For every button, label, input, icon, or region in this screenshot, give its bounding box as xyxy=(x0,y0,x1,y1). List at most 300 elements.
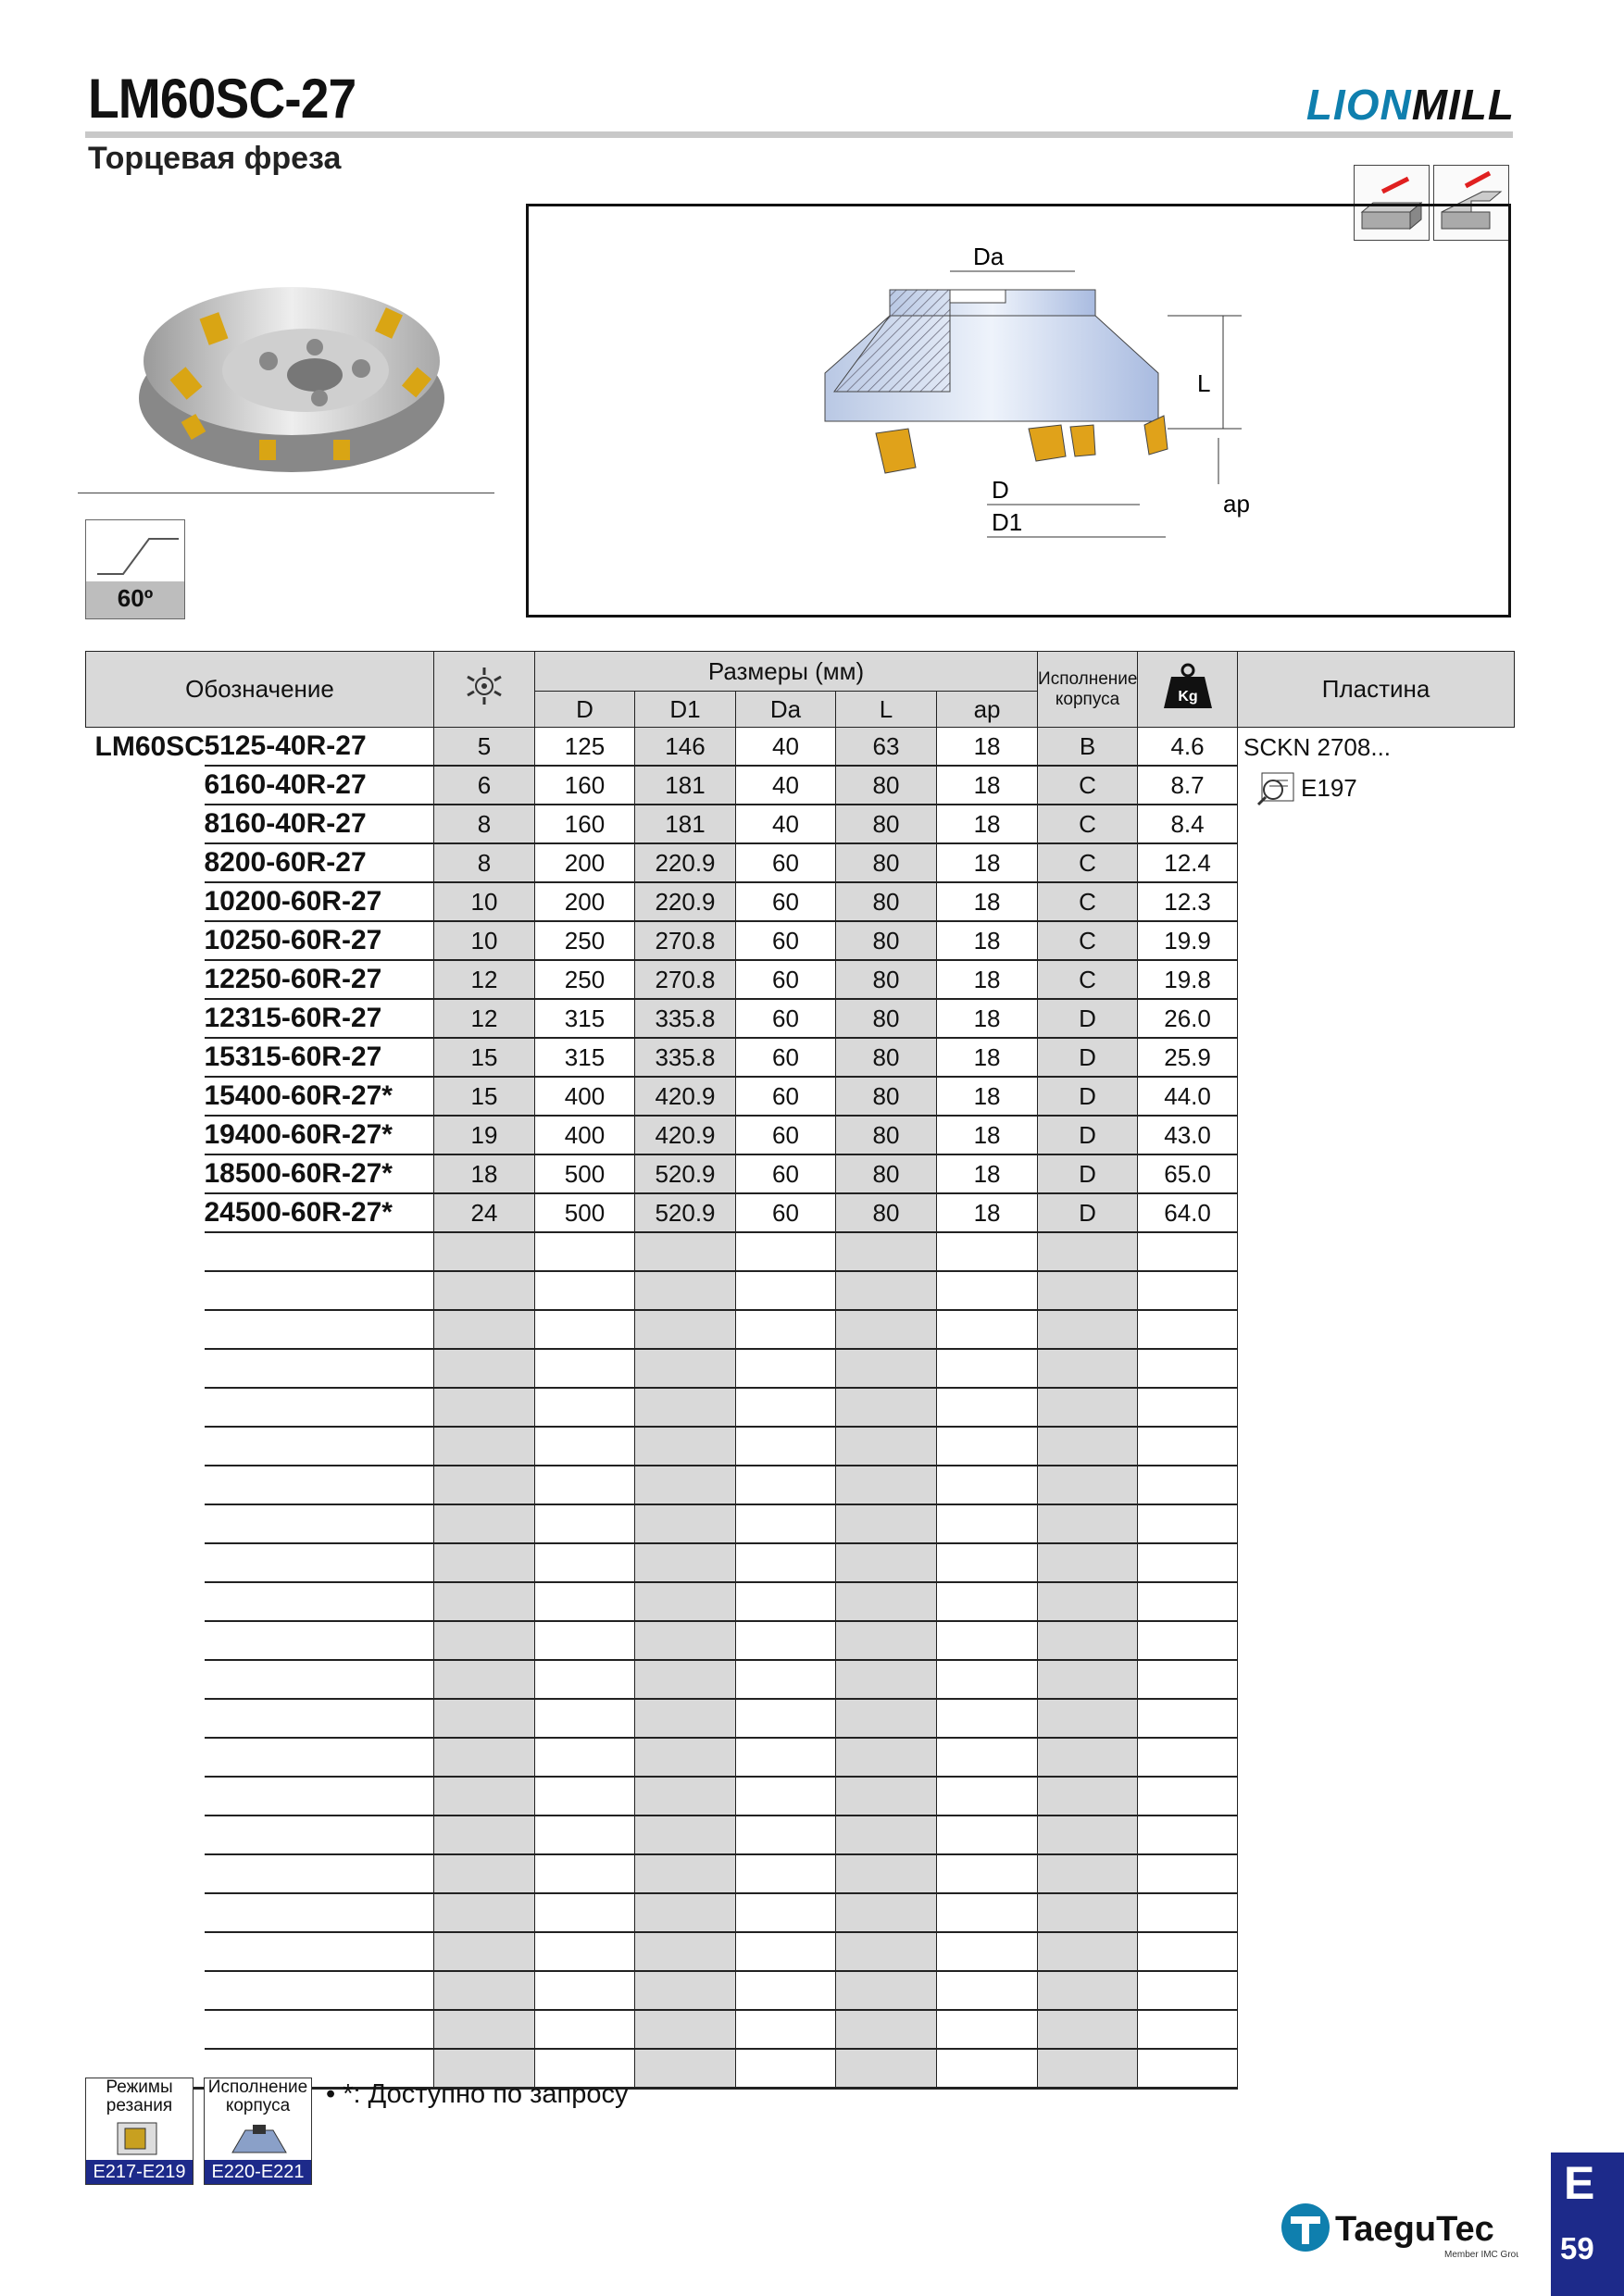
cell-d1: 270.8 xyxy=(635,960,736,999)
designation-cell xyxy=(205,1466,434,1504)
cell-l xyxy=(836,1232,937,1271)
cell-z xyxy=(434,1816,535,1854)
cell-kg xyxy=(1138,1582,1238,1621)
cell-da xyxy=(736,1893,836,1932)
cell-d1 xyxy=(635,1349,736,1388)
cell-da xyxy=(736,1738,836,1777)
cell-l xyxy=(836,1777,937,1816)
cell-kg: 19.8 xyxy=(1138,960,1238,999)
cell-l: 80 xyxy=(836,1038,937,1077)
designation-cell xyxy=(205,2010,434,2049)
designation-cell xyxy=(205,1699,434,1738)
cell-z xyxy=(434,1621,535,1660)
series-prefix xyxy=(86,1504,205,1543)
cell-d xyxy=(535,1932,635,1971)
designation-cell: 8200-60R-27 xyxy=(205,843,434,882)
insert-ref-link[interactable] xyxy=(1238,762,1515,806)
cell-ap xyxy=(937,1349,1038,1388)
product-photo xyxy=(130,259,454,491)
cell-ap xyxy=(937,1893,1038,1932)
designation-cell xyxy=(205,1816,434,1854)
designation-cell xyxy=(205,1893,434,1932)
cell-d: 250 xyxy=(535,960,635,999)
cell-body: D xyxy=(1038,1116,1138,1154)
cell-ap xyxy=(937,1582,1038,1621)
cell-body xyxy=(1038,1427,1138,1466)
cell-da xyxy=(736,1816,836,1854)
series-prefix xyxy=(86,1893,205,1932)
cell-kg xyxy=(1138,1777,1238,1816)
designation-cell xyxy=(205,1232,434,1271)
cell-l: 80 xyxy=(836,921,937,960)
designation-cell xyxy=(205,1660,434,1699)
cell-ap xyxy=(937,1699,1038,1738)
cell-d1 xyxy=(635,1466,736,1504)
cell-da: 60 xyxy=(736,843,836,882)
designation-cell: 12250-60R-27 xyxy=(205,960,434,999)
cell-ap xyxy=(937,1466,1038,1504)
section-letter: E xyxy=(1564,2157,1595,2209)
cell-l xyxy=(836,1816,937,1854)
cell-d xyxy=(535,1310,635,1349)
cell-l xyxy=(836,1660,937,1699)
insert-ref-code: E197 xyxy=(1301,773,1357,802)
cell-da xyxy=(736,1699,836,1738)
series-prefix xyxy=(86,1077,205,1116)
body-version-ref[interactable] xyxy=(204,2078,312,2185)
cell-da xyxy=(736,2010,836,2049)
cell-d: 250 xyxy=(535,921,635,960)
body-version-label: Исполнение корпуса xyxy=(207,2078,308,2115)
cell-da xyxy=(736,1582,836,1621)
cell-l xyxy=(836,1543,937,1582)
cell-d1 xyxy=(635,1660,736,1699)
series-prefix xyxy=(86,960,205,999)
series-prefix xyxy=(86,1660,205,1699)
cell-d xyxy=(535,1699,635,1738)
cell-z: 8 xyxy=(434,843,535,882)
cell-z: 15 xyxy=(434,1077,535,1116)
cell-l xyxy=(836,1971,937,2010)
cell-body xyxy=(1038,1932,1138,1971)
lionmill-logo xyxy=(1306,80,1515,130)
cutting-modes-icon xyxy=(114,2119,166,2158)
cell-l xyxy=(836,1349,937,1388)
cell-kg xyxy=(1138,1621,1238,1660)
cell-ap: 18 xyxy=(937,728,1038,767)
lead-angle-badge xyxy=(85,519,185,619)
cell-body: D xyxy=(1038,1038,1138,1077)
cell-d xyxy=(535,1427,635,1466)
series-prefix xyxy=(86,1232,205,1271)
cell-l: 80 xyxy=(836,1116,937,1154)
cell-d1: 181 xyxy=(635,805,736,843)
cell-da: 60 xyxy=(736,1038,836,1077)
cell-da xyxy=(736,1271,836,1310)
series-prefix xyxy=(86,1388,205,1427)
cell-d1 xyxy=(635,1582,736,1621)
cell-kg xyxy=(1138,2010,1238,2049)
cell-body xyxy=(1038,1504,1138,1543)
cell-ap xyxy=(937,2049,1038,2089)
cell-d1: 335.8 xyxy=(635,1038,736,1077)
cell-da xyxy=(736,2049,836,2089)
cell-l xyxy=(836,1621,937,1660)
series-prefix: LM60SC xyxy=(94,730,205,762)
cutting-modes-label: Режимы резания xyxy=(106,2078,173,2115)
cell-body xyxy=(1038,1854,1138,1893)
cell-z: 12 xyxy=(434,960,535,999)
cell-d1: 420.9 xyxy=(635,1077,736,1116)
technical-drawing-frame xyxy=(526,204,1511,618)
weight-kg-label: Kg xyxy=(1177,689,1198,705)
dim-d1: D1 xyxy=(992,508,1023,536)
cell-l xyxy=(836,1271,937,1310)
cell-d1 xyxy=(635,1854,736,1893)
cell-ap xyxy=(937,1271,1038,1310)
cell-ap xyxy=(937,2010,1038,2049)
company-name: TaeguTec xyxy=(1335,2210,1494,2249)
designation-cell: 15400-60R-27* xyxy=(205,1077,434,1116)
cell-z xyxy=(434,1271,535,1310)
cell-ap: 18 xyxy=(937,1038,1038,1077)
dim-d: D xyxy=(992,476,1009,504)
cutting-modes-ref[interactable] xyxy=(85,2078,194,2185)
cell-body xyxy=(1038,1388,1138,1427)
cell-da xyxy=(736,1621,836,1660)
cell-l: 80 xyxy=(836,999,937,1038)
cell-ap xyxy=(937,1310,1038,1349)
cell-z: 24 xyxy=(434,1193,535,1232)
header-col-d1: D1 xyxy=(635,692,736,728)
cell-ap xyxy=(937,1543,1038,1582)
cell-body: C xyxy=(1038,843,1138,882)
designation-cell xyxy=(205,1854,434,1893)
cell-l xyxy=(836,1699,937,1738)
cell-d xyxy=(535,1777,635,1816)
cell-body xyxy=(1038,2049,1138,2089)
cell-d xyxy=(535,1543,635,1582)
cell-kg xyxy=(1138,1932,1238,1971)
cell-d xyxy=(535,1854,635,1893)
cell-l xyxy=(836,1738,937,1777)
angle-label: 60º xyxy=(117,584,154,612)
cell-l xyxy=(836,1893,937,1932)
cell-z xyxy=(434,1427,535,1466)
cell-da xyxy=(736,1388,836,1427)
cell-kg: 12.4 xyxy=(1138,843,1238,882)
cell-body: C xyxy=(1038,882,1138,921)
cell-kg: 65.0 xyxy=(1138,1154,1238,1193)
cell-d1 xyxy=(635,1310,736,1349)
series-prefix xyxy=(86,1427,205,1466)
cell-ap: 18 xyxy=(937,805,1038,843)
cell-d1 xyxy=(635,1388,736,1427)
cell-kg: 19.9 xyxy=(1138,921,1238,960)
series-prefix xyxy=(86,1699,205,1738)
title-rule xyxy=(85,131,1513,138)
cell-kg xyxy=(1138,1854,1238,1893)
cell-ap xyxy=(937,1621,1038,1660)
designation-cell: 12315-60R-27 xyxy=(205,999,434,1038)
body-version-icon xyxy=(227,2121,292,2158)
designation-cell: 10200-60R-27 xyxy=(205,882,434,921)
cell-kg: 4.6 xyxy=(1138,728,1238,767)
series-prefix xyxy=(86,805,205,843)
cell-body xyxy=(1038,1232,1138,1271)
cell-da xyxy=(736,1466,836,1504)
cell-kg: 26.0 xyxy=(1138,999,1238,1038)
cell-l: 80 xyxy=(836,1077,937,1116)
designation-cell xyxy=(205,1349,434,1388)
cell-d: 160 xyxy=(535,766,635,805)
designation-cell: 18500-60R-27* xyxy=(205,1154,434,1193)
cell-z: 12 xyxy=(434,999,535,1038)
dim-da: Da xyxy=(973,243,1005,270)
cell-da xyxy=(736,1232,836,1271)
designation-cell: 24500-60R-27* xyxy=(205,1193,434,1232)
designation-cell xyxy=(205,1271,434,1310)
cell-da: 60 xyxy=(736,999,836,1038)
header-body-version: Исполнение корпуса xyxy=(1038,652,1138,728)
cell-d: 315 xyxy=(535,1038,635,1077)
cell-da xyxy=(736,1504,836,1543)
cell-z xyxy=(434,1971,535,2010)
cell-body: C xyxy=(1038,960,1138,999)
header-col-d: D xyxy=(535,692,635,728)
series-prefix xyxy=(86,1777,205,1816)
cell-da xyxy=(736,1854,836,1893)
page-subtitle: Торцевая фреза xyxy=(88,141,342,176)
series-prefix xyxy=(86,1816,205,1854)
cell-z xyxy=(434,2010,535,2049)
series-prefix xyxy=(86,1154,205,1193)
cell-l xyxy=(836,2049,937,2089)
cell-d1 xyxy=(635,1427,736,1466)
cutting-modes-code: E217-E219 xyxy=(86,2160,193,2184)
series-prefix xyxy=(86,1543,205,1582)
cell-z xyxy=(434,1699,535,1738)
cell-d: 500 xyxy=(535,1193,635,1232)
series-prefix xyxy=(86,1621,205,1660)
cell-kg xyxy=(1138,1893,1238,1932)
cell-z xyxy=(434,1349,535,1388)
cell-body: C xyxy=(1038,805,1138,843)
cell-body: C xyxy=(1038,921,1138,960)
cell-ap xyxy=(937,1854,1038,1893)
cell-d1 xyxy=(635,1738,736,1777)
cell-ap: 18 xyxy=(937,1193,1038,1232)
cell-kg xyxy=(1138,1349,1238,1388)
cell-z: 8 xyxy=(434,805,535,843)
cell-d1 xyxy=(635,1621,736,1660)
cell-kg xyxy=(1138,1466,1238,1504)
cell-d1 xyxy=(635,1777,736,1816)
header-col-da: Da xyxy=(736,692,836,728)
cell-z xyxy=(434,1232,535,1271)
series-prefix xyxy=(86,1932,205,1971)
cell-d xyxy=(535,1816,635,1854)
cell-d: 125 xyxy=(535,728,635,767)
cell-kg: 44.0 xyxy=(1138,1077,1238,1116)
cell-d xyxy=(535,1582,635,1621)
cell-z xyxy=(434,1893,535,1932)
cell-ap: 18 xyxy=(937,882,1038,921)
cell-body xyxy=(1038,1349,1138,1388)
designation-cell: 19400-60R-27* xyxy=(205,1116,434,1154)
cell-d xyxy=(535,1271,635,1310)
series-prefix xyxy=(86,766,205,805)
series-prefix xyxy=(86,1349,205,1388)
designation-cell: 8160-40R-27 xyxy=(205,805,434,843)
cell-z xyxy=(434,1388,535,1427)
cell-kg xyxy=(1138,1816,1238,1854)
availability-note: • *: Доступно по запросу xyxy=(326,2079,629,2109)
cell-da: 60 xyxy=(736,882,836,921)
cell-body xyxy=(1038,1660,1138,1699)
cell-kg: 43.0 xyxy=(1138,1116,1238,1154)
cell-z: 18 xyxy=(434,1154,535,1193)
cell-body xyxy=(1038,1310,1138,1349)
cell-kg xyxy=(1138,2049,1238,2089)
page-number: 59 xyxy=(1560,2231,1594,2265)
cell-d1: 270.8 xyxy=(635,921,736,960)
cell-d xyxy=(535,1388,635,1427)
cell-d xyxy=(535,1466,635,1504)
cell-body xyxy=(1038,1971,1138,2010)
cell-z xyxy=(434,1854,535,1893)
designation-cell xyxy=(205,1932,434,1971)
cell-d: 400 xyxy=(535,1116,635,1154)
cell-ap xyxy=(937,1932,1038,1971)
cell-l: 80 xyxy=(836,960,937,999)
cell-z xyxy=(434,1504,535,1543)
cell-d: 315 xyxy=(535,999,635,1038)
cell-body xyxy=(1038,1738,1138,1777)
cell-d xyxy=(535,1660,635,1699)
cell-ap: 18 xyxy=(937,921,1038,960)
cutter-dimension-drawing xyxy=(529,206,1508,615)
cell-kg xyxy=(1138,1738,1238,1777)
cell-l: 80 xyxy=(836,766,937,805)
cell-body xyxy=(1038,1621,1138,1660)
series-prefix xyxy=(86,1582,205,1621)
cell-kg xyxy=(1138,1699,1238,1738)
cell-d1: 146 xyxy=(635,728,736,767)
cell-kg: 12.3 xyxy=(1138,882,1238,921)
cell-da: 60 xyxy=(736,1154,836,1193)
series-prefix xyxy=(86,882,205,921)
designation-cell xyxy=(205,1971,434,2010)
header-col-ap: ap xyxy=(937,692,1038,728)
series-prefix xyxy=(86,921,205,960)
cell-kg: 64.0 xyxy=(1138,1193,1238,1232)
cell-z: 10 xyxy=(434,921,535,960)
cell-l xyxy=(836,1504,937,1543)
cell-ap: 18 xyxy=(937,766,1038,805)
cell-z xyxy=(434,1932,535,1971)
cell-ap xyxy=(937,1971,1038,2010)
cell-body: D xyxy=(1038,999,1138,1038)
cell-ap xyxy=(937,1660,1038,1699)
cell-body xyxy=(1038,1777,1138,1816)
cell-l xyxy=(836,1310,937,1349)
series-prefix xyxy=(86,999,205,1038)
cell-d1 xyxy=(635,1932,736,1971)
cell-d1: 420.9 xyxy=(635,1116,736,1154)
designation-cell xyxy=(205,1427,434,1466)
cell-d1 xyxy=(635,1543,736,1582)
specification-table-body xyxy=(86,728,1515,2089)
cell-da: 60 xyxy=(736,960,836,999)
cell-l: 80 xyxy=(836,843,937,882)
cell-l xyxy=(836,1388,937,1427)
series-prefix xyxy=(86,1038,205,1077)
cell-body xyxy=(1038,1582,1138,1621)
cell-body xyxy=(1038,1893,1138,1932)
cell-d1: 520.9 xyxy=(635,1154,736,1193)
designation-cell: 10250-60R-27 xyxy=(205,921,434,960)
cell-kg xyxy=(1138,1232,1238,1271)
designation-cell: 15315-60R-27 xyxy=(205,1038,434,1077)
cell-l xyxy=(836,1427,937,1466)
series-prefix xyxy=(86,1193,205,1232)
cell-z xyxy=(434,1660,535,1699)
cell-body xyxy=(1038,1816,1138,1854)
designation-cell xyxy=(205,1504,434,1543)
specification-table xyxy=(85,651,1515,2090)
cell-da xyxy=(736,1660,836,1699)
header-insert: Пластина xyxy=(1238,652,1515,728)
cell-d xyxy=(535,1232,635,1271)
header-designation: Обозначение xyxy=(86,652,434,728)
cell-l: 63 xyxy=(836,728,937,767)
cell-kg xyxy=(1138,1271,1238,1310)
cell-z: 15 xyxy=(434,1038,535,1077)
series-prefix xyxy=(86,1854,205,1893)
series-prefix xyxy=(86,2010,205,2049)
cell-body: C xyxy=(1038,766,1138,805)
cell-d1: 220.9 xyxy=(635,882,736,921)
cell-l: 80 xyxy=(836,882,937,921)
section-tab xyxy=(1551,2152,1624,2296)
series-prefix xyxy=(86,843,205,882)
cell-da: 40 xyxy=(736,728,836,767)
insert-cell xyxy=(1238,728,1515,2089)
designation-cell: 6160-40R-27 xyxy=(205,766,434,805)
cell-z: 5 xyxy=(434,728,535,767)
designation-cell xyxy=(205,1621,434,1660)
weight-kg-icon xyxy=(1160,662,1216,710)
cell-d: 400 xyxy=(535,1077,635,1116)
cell-d1 xyxy=(635,1893,736,1932)
series-prefix xyxy=(86,1971,205,2010)
cell-da xyxy=(736,1310,836,1349)
cell-z: 10 xyxy=(434,882,535,921)
cell-da: 60 xyxy=(736,1193,836,1232)
designation-cell xyxy=(205,1543,434,1582)
cell-l: 80 xyxy=(836,1154,937,1193)
series-prefix xyxy=(86,1466,205,1504)
cell-body xyxy=(1038,1271,1138,1310)
cell-d: 160 xyxy=(535,805,635,843)
header-col-l: L xyxy=(836,692,937,728)
cell-l: 80 xyxy=(836,805,937,843)
cell-da: 60 xyxy=(736,921,836,960)
designation-cell xyxy=(205,1777,434,1816)
cell-ap: 18 xyxy=(937,843,1038,882)
cell-d xyxy=(535,1738,635,1777)
